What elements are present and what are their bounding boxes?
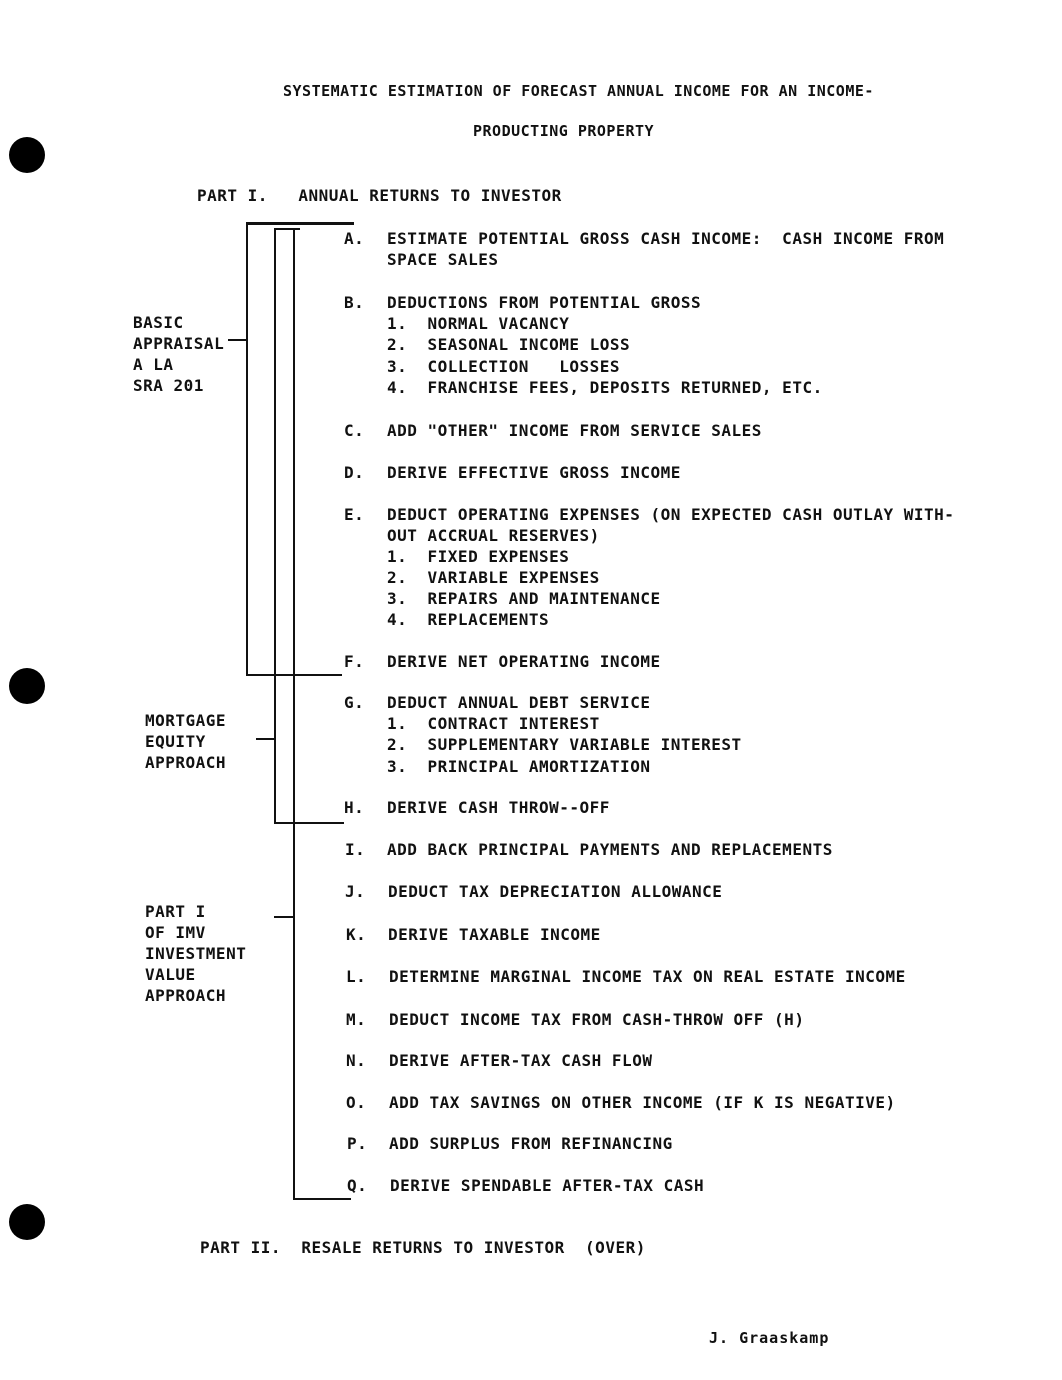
bracket-basic-vertical [246, 222, 248, 676]
item-e-line-1: DEDUCT OPERATING EXPENSES (ON EXPECTED CASH OUTLAY WITH- [387, 505, 955, 524]
item-n-line-1: DERIVE AFTER-TAX CASH FLOW [389, 1051, 653, 1070]
binder-hole-middle [9, 668, 45, 704]
title-line-2: PRODUCTING PROPERTY [473, 122, 655, 140]
part-1-heading: PART I. ANNUAL RETURNS TO INVESTOR [197, 186, 562, 205]
item-letter-p: P. [347, 1134, 368, 1153]
item-h-line-1: DERIVE CASH THROW--OFF [387, 798, 610, 817]
item-e-line-3: 1. FIXED EXPENSES [387, 547, 570, 566]
item-j-line-1: DEDUCT TAX DEPRECIATION ALLOWANCE [388, 882, 723, 901]
item-letter-i: I. [345, 840, 366, 859]
item-letter-j: J. [345, 882, 366, 901]
item-e-line-2: OUT ACCRUAL RESERVES) [387, 526, 600, 545]
item-a-line-2: SPACE SALES [387, 250, 499, 269]
item-letter-h: H. [344, 798, 365, 817]
item-letter-n: N. [346, 1051, 367, 1070]
signature: J. Graaskamp [709, 1329, 830, 1347]
item-letter-l: L. [346, 967, 367, 986]
binder-hole-top [9, 137, 45, 173]
label-mortgage-equity: MORTGAGE EQUITY APPROACH [145, 711, 227, 772]
item-i-line-1: ADD BACK PRINCIPAL PAYMENTS AND REPLACEMENTS [387, 840, 833, 859]
bracket-imv-bottom [293, 1198, 351, 1200]
item-g-line-2: 1. CONTRACT INTEREST [387, 714, 600, 733]
item-b-line-3: 2. SEASONAL INCOME LOSS [387, 335, 631, 354]
item-letter-g: G. [344, 693, 365, 712]
bracket-basic-tick [228, 339, 246, 341]
label-imv-investment-value: PART I OF IMV INVESTMENT VALUE APPROACH [145, 902, 247, 1005]
bracket-mortgage-tick [256, 738, 274, 740]
item-l-line-1: DETERMINE MARGINAL INCOME TAX ON REAL ESTATE INCOME [389, 967, 906, 986]
item-letter-d: D. [344, 463, 365, 482]
item-q-line-1: DERIVE SPENDABLE AFTER-TAX CASH [390, 1176, 705, 1195]
item-m-line-1: DEDUCT INCOME TAX FROM CASH-THROW OFF (H) [389, 1010, 805, 1029]
item-o-line-1: ADD TAX SAVINGS ON OTHER INCOME (IF K IS NEGATIVE) [389, 1093, 896, 1112]
item-letter-q: Q. [347, 1176, 368, 1195]
bracket-mortgage-top [274, 228, 300, 230]
binder-hole-bottom [9, 1204, 45, 1240]
item-c-line-1: ADD "OTHER" INCOME FROM SERVICE SALES [387, 421, 762, 440]
bracket-mortgage-bottom [274, 822, 344, 824]
item-g-line-4: 3. PRINCIPAL AMORTIZATION [387, 757, 651, 776]
item-b-line-2: 1. NORMAL VACANCY [387, 314, 570, 333]
item-letter-k: K. [346, 925, 367, 944]
bracket-imv-tick [274, 916, 293, 918]
item-e-line-6: 4. REPLACEMENTS [387, 610, 550, 629]
item-a-line-1: ESTIMATE POTENTIAL GROSS CASH INCOME: CASH INCOME FROM [387, 229, 945, 248]
item-letter-a: A. [344, 229, 365, 248]
item-d-line-1: DERIVE EFFECTIVE GROSS INCOME [387, 463, 681, 482]
item-g-line-1: DEDUCT ANNUAL DEBT SERVICE [387, 693, 651, 712]
part-2-heading: PART II. RESALE RETURNS TO INVESTOR (OVER) [200, 1238, 646, 1257]
item-letter-f: F. [344, 652, 365, 671]
bracket-basic-top [246, 222, 354, 225]
item-e-line-5: 3. REPAIRS AND MAINTENANCE [387, 589, 661, 608]
bracket-mortgage-vertical [274, 228, 276, 824]
item-letter-o: O. [346, 1093, 367, 1112]
label-basic-appraisal: BASIC APPRAISAL A LA SRA 201 [133, 313, 225, 395]
item-b-line-5: 4. FRANCHISE FEES, DEPOSITS RETURNED, ETC. [387, 378, 823, 397]
item-letter-b: B. [344, 293, 365, 312]
item-k-line-1: DERIVE TAXABLE INCOME [388, 925, 601, 944]
bracket-imv-vertical [293, 228, 295, 1200]
item-b-line-1: DEDUCTIONS FROM POTENTIAL GROSS [387, 293, 702, 312]
item-e-line-4: 2. VARIABLE EXPENSES [387, 568, 600, 587]
item-g-line-3: 2. SUPPLEMENTARY VARIABLE INTEREST [387, 735, 742, 754]
item-f-line-1: DERIVE NET OPERATING INCOME [387, 652, 661, 671]
item-letter-e: E. [344, 505, 365, 524]
item-p-line-1: ADD SURPLUS FROM REFINANCING [389, 1134, 673, 1153]
item-letter-m: M. [346, 1010, 367, 1029]
item-letter-c: C. [344, 421, 365, 440]
item-b-line-4: 3. COLLECTION LOSSES [387, 357, 621, 376]
title-line-1: SYSTEMATIC ESTIMATION OF FORECAST ANNUAL INCOME FOR AN INCOME- [283, 82, 874, 100]
